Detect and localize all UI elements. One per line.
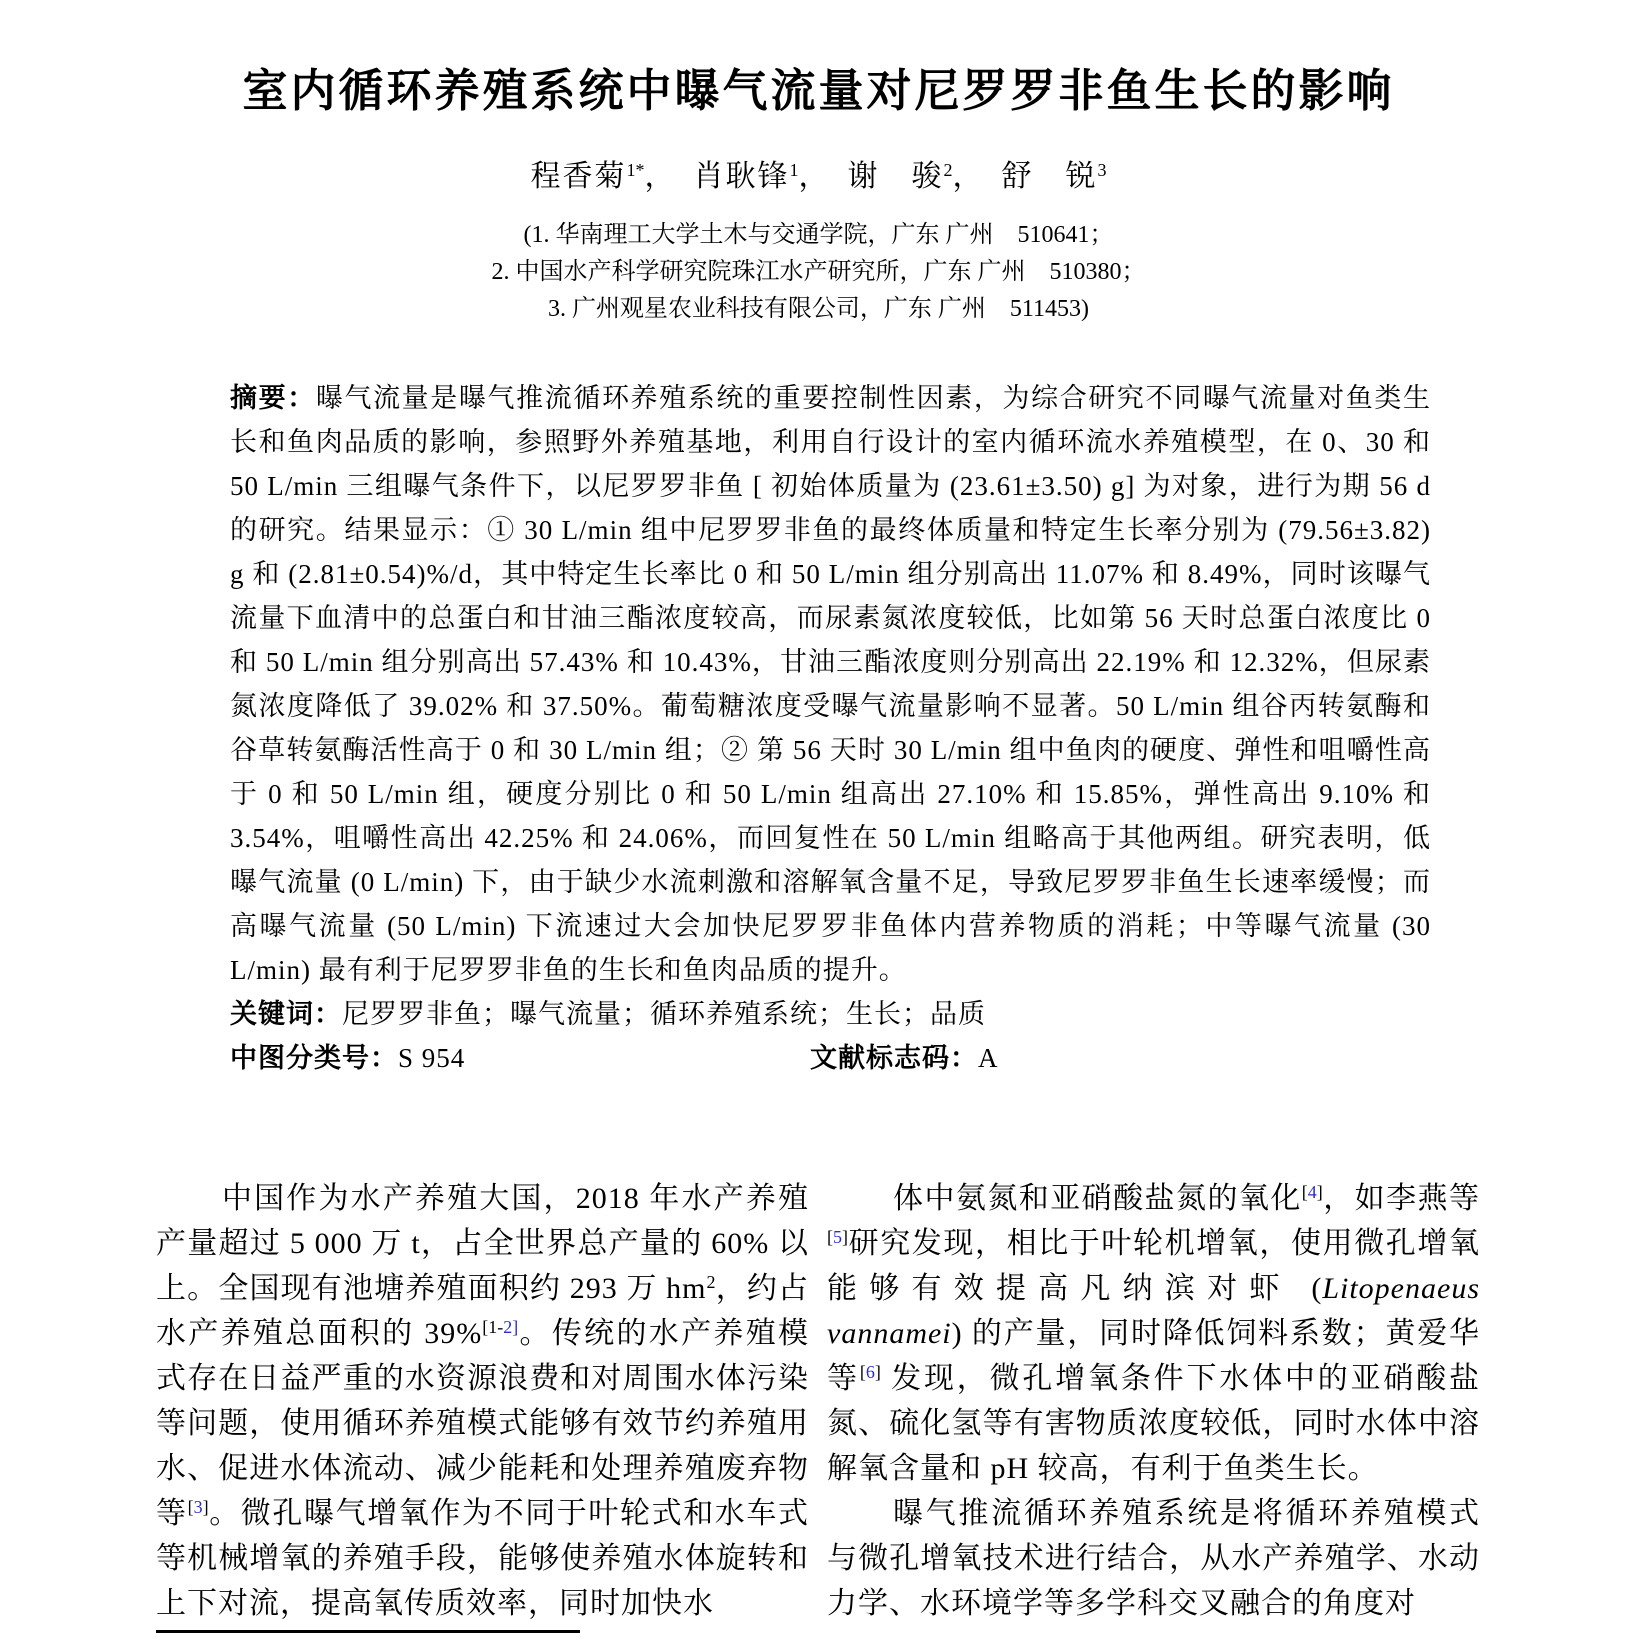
reference-link[interactable]: 2] [503,1317,519,1338]
text-segment: ] [842,1227,848,1248]
text-segment: 2 [706,1272,716,1293]
doc-code-item [810,1043,999,1073]
text-segment: [ [859,1362,866,1383]
affiliation-line: 2. 中国水产科学研究院珠江水产研究所，广东 广州 510380； [491,259,1146,285]
reference-link[interactable]: 6 [865,1362,875,1383]
text-segment: 。传统的水产养殖模式存在日益严重的水资源浪费和对周围水体污染等问题，使用循环养殖模式能够有效节约养殖用水、促进水体流动、减少能耗和处理养殖废弃物等 [156,1317,809,1530]
text-segment: Litopenaeus vannamei [827,1272,1480,1350]
text-segment: 肖耿锋 [693,160,790,193]
text-segment: ， [644,160,694,193]
clc-item [230,1036,810,1080]
keywords-label: 关键词： [230,999,342,1029]
text-segment: ) 的产量，同时降低饲料系数；黄爱华等 [827,1317,1480,1395]
affiliation-line: (1. 华南理工大学土木与交通学院，广东 广州 510641； [523,222,1114,248]
text-segment: 。微孔曝气增氧作为不同于叶轮式和水车式等机械增氧的养殖手段，能够使养殖水体旋转和上下对流，提高氧传质效率，同时加快水 [156,1497,810,1620]
author-byline [156,151,1481,195]
text-segment: 中国作为水产养殖大国，2018 年水产养殖产量超过 5 000 万 t，占全世界总产量的 60% 以上。全国现有池塘养殖面积约 293 万 hm [156,1182,809,1305]
text-segment: ，如李燕等 [1322,1182,1481,1215]
paper-title: 室内循环养殖系统中曝气流量对尼罗罗非鱼生长的影响 [242,65,1395,116]
text-segment: 1* [626,160,645,181]
keywords-line [230,992,1431,1036]
text-segment: 2 [943,160,953,181]
footnote-divider [156,1630,580,1633]
reference-link[interactable]: 3 [193,1497,203,1518]
text-segment: 研究发现，相比于叶轮机增氧，使用微孔增氧能够有效提高凡纳滨对虾 ( [827,1227,1480,1305]
text-segment: 谢 骏 [847,160,944,193]
text-segment: ， [798,160,848,193]
text-segment: ] [202,1497,209,1518]
text-segment: 曝气推流循环养殖系统是将循环养殖模式与微孔增氧技术进行结合，从水产养殖学、水动力学、水环境学等多学科交叉融合的角度对 [827,1497,1480,1620]
doc-code-value: A [978,1043,999,1073]
body-paragraph [827,1491,1480,1626]
right-column [827,1176,1480,1626]
affiliation-list [156,217,1481,328]
keywords-text: 尼罗罗非鱼；曝气流量；循环养殖系统；生长；品质 [342,999,986,1029]
left-column [156,1176,809,1626]
text-segment: 3 [1097,160,1107,181]
affiliation-line: 3. 广州观星农业科技有限公司，广东 广州 511453) [547,296,1090,322]
doc-code-label: 文献标志码： [810,1043,978,1073]
text-segment: [ [827,1227,833,1248]
classification-line [230,1036,1431,1080]
body-paragraph [156,1176,809,1626]
abstract-section [230,376,1431,992]
text-segment: 1 [789,160,799,181]
text-segment: ] [1316,1182,1323,1203]
abstract-text: 曝气流量是曝气推流循环养殖系统的重要控制性因素，为综合研究不同曝气流量对鱼类生长和鱼肉品质的影响，参照野外养殖基地，利用自行设计的室内循环流水养殖模型，在 0、30 和 50 L/min 三组曝气条件下，以尼罗罗非鱼 [ 初始体质量为 (23.61±3.50) g] 为对象，进行为期 56 d 的研究。结果显示：① 30 L/min 组中尼罗罗非鱼的最终体质量和特定生长率分别为 (79.56±3.82) g 和 (2.81±0.54)%/d，其中特定生长率比 0 和 50 L/min 组分别高出 11.07% 和 8.49%，同时该曝气流量下血清中的总蛋白和甘油三酯浓度较高，而尿素氮浓度较低，比如第 56 天时总蛋白浓度比 0 和 50 L/min 组分别高出 57.43% 和 10.43%，甘油三酯浓度则分别高出 22.19% 和 12.32%，但尿素氮浓度降低了 39.02% 和 37.50%。葡萄糖浓度受曝气流量影响不显著。50 L/min 组谷丙转氨酶和谷草转氨酶活性高于 0 和 30 L/min 组；② 第 56 天时 30 L/min 组中鱼肉的硬度、弹性和咀嚼性高于 0 和 50 L/min 组，硬度分别比 0 和 50 L/min 组高出 27.10% 和 15.85%，弹性高出 9.10% 和 3.54%，咀嚼性高出 42.25% 和 24.06%，而回复性在 50 L/min 组略高于其他两组。研究表明，低曝气流量 (0 L/min) 下，由于缺少水流刺激和溶解氧含量不足，导致尼罗罗非鱼生长速率缓慢；而高曝气流量 (50 L/min) 下流速过大会加快尼罗罗非鱼体内营养物质的消耗；中等曝气流量 (30 L/min) 最有利于尼罗罗非鱼的生长和鱼肉品质的提升。 [230,383,1432,985]
text-segment: 发现，微孔增氧条件下水体中的亚硝酸盐氮、硫化氢等有害物质浓度较低，同时水体中溶解氧含量和 pH 较高，有利于鱼类生长。 [827,1362,1481,1485]
text-segment: 体中氨氮和亚硝酸盐氮的氧化 [893,1182,1302,1215]
abstract-label: 摘要： [230,383,316,413]
body-columns [156,1176,1481,1626]
text-segment: ，约占水产养殖总面积的 39% [156,1272,810,1350]
reference-link[interactable]: 4 [1307,1182,1317,1203]
text-segment: [ [187,1497,194,1518]
text-segment: 舒 锐 [1001,160,1098,193]
text-segment: [1- [482,1317,504,1338]
text-segment: 程香菊 [530,160,627,193]
text-segment: ] [874,1362,881,1383]
clc-label: 中图分类号： [230,1043,398,1073]
text-segment: [ [1301,1182,1308,1203]
reference-link[interactable]: 5 [833,1227,842,1248]
body-paragraph [827,1176,1480,1491]
clc-value: S 954 [398,1043,466,1073]
text-segment: ， [952,160,1002,193]
